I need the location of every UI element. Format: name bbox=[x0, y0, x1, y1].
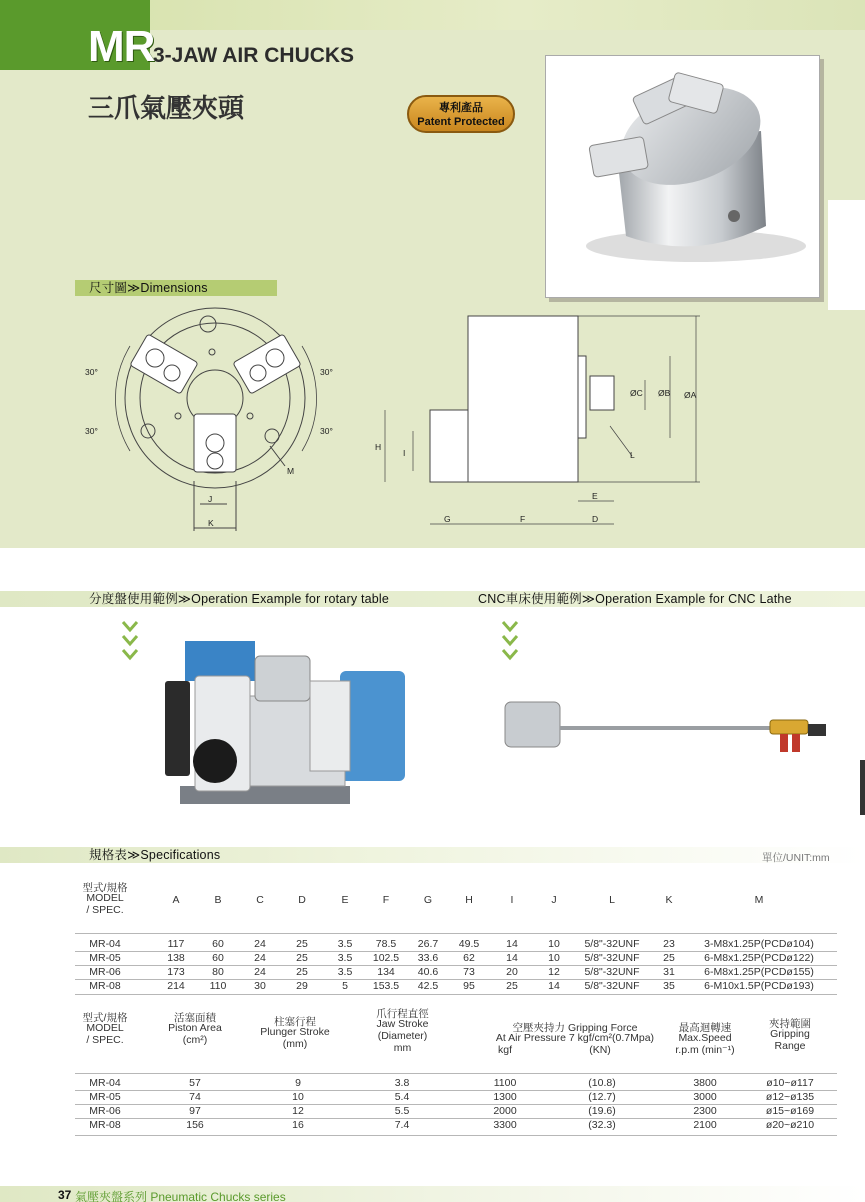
section-rotary: 分度盤使用範例≫Operation Example for rotary table bbox=[89, 592, 390, 606]
table-cell: 25 bbox=[296, 952, 308, 964]
table-cell: 10 bbox=[548, 938, 560, 950]
table-cell: 30 bbox=[254, 980, 266, 992]
section-specifications-label: 規格表≫Specifications bbox=[89, 848, 221, 862]
dim-label-g: G bbox=[444, 514, 451, 524]
column-header: E bbox=[341, 894, 349, 906]
stroke-header: 柱塞行程 bbox=[274, 1016, 316, 1028]
table-cell: 12 bbox=[292, 1105, 304, 1117]
table-cell: ø15~ø169 bbox=[765, 1105, 815, 1117]
table-cell: (10.8) bbox=[588, 1077, 616, 1089]
table-cell: 10 bbox=[548, 952, 560, 964]
table-cell: 12 bbox=[548, 966, 560, 978]
chuck-photo-image bbox=[546, 56, 819, 297]
column-header: C bbox=[256, 894, 264, 906]
model-header: 型式/規格 bbox=[82, 882, 128, 894]
table-cell: (12.7) bbox=[588, 1091, 616, 1103]
table-cell: 7.4 bbox=[394, 1119, 410, 1131]
header-panel bbox=[0, 0, 865, 548]
force-header: (KN) bbox=[589, 1044, 611, 1056]
dim-label-h: H bbox=[375, 442, 382, 452]
table-cell: 6-M10x1.5P(PCDø193) bbox=[704, 980, 814, 992]
table-cell: 9 bbox=[295, 1077, 301, 1089]
table-cell: 26.7 bbox=[417, 938, 439, 950]
column-header: F bbox=[382, 894, 390, 906]
page-number: 37 bbox=[58, 1188, 72, 1202]
table-cell: 23 bbox=[663, 938, 675, 950]
jaw-header: (Diameter) bbox=[377, 1030, 428, 1042]
table-rule bbox=[75, 994, 837, 995]
table-cell: 3-M8x1.25P(PCDø104) bbox=[704, 938, 814, 950]
table-cell: 6-M8x1.25P(PCDø122) bbox=[704, 952, 814, 964]
table-cell: 25 bbox=[296, 938, 308, 950]
table-cell: 2300 bbox=[693, 1105, 717, 1117]
dimension-table bbox=[75, 880, 837, 1000]
stroke-header: Plunger Stroke bbox=[260, 1026, 330, 1038]
range-header: 夾持範圍 bbox=[769, 1018, 811, 1030]
table-cell: MR-04 bbox=[89, 1077, 121, 1089]
table-cell: 1300 bbox=[493, 1091, 517, 1103]
table-cell: 14 bbox=[506, 938, 518, 950]
table-cell: MR-08 bbox=[89, 1119, 121, 1131]
dim-label-l: L bbox=[630, 450, 635, 460]
table-cell: MR-08 bbox=[89, 980, 121, 992]
dim-label-d: D bbox=[592, 514, 599, 524]
speed-header: 最高迴轉速 bbox=[678, 1022, 732, 1034]
table-cell: 6-M8x1.25P(PCDø155) bbox=[704, 966, 814, 978]
table-cell: 25 bbox=[663, 952, 675, 964]
table-cell: 57 bbox=[189, 1077, 201, 1089]
table-cell: 31 bbox=[663, 966, 675, 978]
table-cell: 42.5 bbox=[417, 980, 439, 992]
table-cell: 5/8"-32UNF bbox=[584, 938, 640, 950]
table-cell: MR-04 bbox=[89, 938, 121, 950]
column-header: L bbox=[609, 894, 615, 906]
table-cell: 153.5 bbox=[372, 980, 400, 992]
angle-label-bottom-right: 30° bbox=[320, 426, 333, 436]
dim-label-f: F bbox=[520, 514, 526, 524]
dim-label-k: K bbox=[208, 518, 214, 528]
dim-label-a: ØA bbox=[684, 390, 697, 400]
dim-label-m: M bbox=[287, 466, 295, 476]
table-cell: 24 bbox=[254, 938, 266, 950]
table-cell: 117 bbox=[167, 938, 185, 950]
table-cell: 1100 bbox=[493, 1077, 517, 1089]
table-cell: 25 bbox=[296, 966, 308, 978]
table-cell: 156 bbox=[186, 1119, 204, 1131]
table-cell: 173 bbox=[167, 966, 185, 978]
performance-table bbox=[75, 1010, 837, 1140]
piston-header: Piston Area bbox=[168, 1022, 222, 1034]
table-cell: 2100 bbox=[693, 1119, 717, 1131]
dim-label-b: ØB bbox=[658, 388, 671, 398]
section-operation-examples bbox=[0, 591, 865, 607]
range-header: Gripping bbox=[770, 1028, 810, 1040]
table-cell: 10 bbox=[292, 1091, 304, 1103]
table-cell: 3.5 bbox=[337, 966, 353, 978]
table-cell: 80 bbox=[212, 966, 224, 978]
table-cell: 40.6 bbox=[417, 966, 439, 978]
page-edge-marker bbox=[860, 760, 865, 815]
section-cnc: CNC車床使用範例≫Operation Example for CNC Lathe bbox=[478, 592, 792, 606]
column-header: H bbox=[465, 894, 473, 906]
jaw-header: 爪行程直徑 bbox=[376, 1008, 429, 1020]
footer-series: 氣壓夾盤系列 Pneumatic Chucks series bbox=[75, 1190, 286, 1202]
table-cell: 25 bbox=[506, 980, 518, 992]
table-cell: 3000 bbox=[693, 1091, 717, 1103]
table-cell: 2000 bbox=[493, 1105, 517, 1117]
model-header: / SPEC. bbox=[86, 1034, 124, 1046]
table-cell: 49.5 bbox=[458, 938, 480, 950]
table-cell: 20 bbox=[506, 966, 518, 978]
speed-header: r.p.m (min⁻¹) bbox=[675, 1044, 735, 1056]
table-cell: MR-06 bbox=[89, 966, 121, 978]
column-header: D bbox=[298, 894, 306, 906]
table-cell: 29 bbox=[296, 980, 308, 992]
jaw-header: mm bbox=[393, 1042, 412, 1054]
table-cell: 97 bbox=[189, 1105, 201, 1117]
table-cell: MR-05 bbox=[89, 952, 121, 964]
column-header: M bbox=[754, 894, 764, 906]
table-cell: (19.6) bbox=[588, 1105, 616, 1117]
force-header: 空壓夾持力 Gripping Force bbox=[512, 1022, 638, 1034]
table-cell: 5 bbox=[342, 980, 348, 992]
table-cell: 5.4 bbox=[394, 1091, 410, 1103]
brand-title: MR bbox=[88, 22, 155, 71]
badge-line-cn: 專利產品 bbox=[439, 102, 483, 114]
column-header: I bbox=[510, 894, 514, 906]
table-cell: 214 bbox=[167, 980, 185, 992]
cnc-lathe-photo bbox=[500, 690, 840, 760]
table-cell: 95 bbox=[463, 980, 475, 992]
dim-label-i: I bbox=[403, 448, 406, 458]
badge-line-en: Patent Protected bbox=[417, 116, 505, 128]
photo-edge bbox=[828, 200, 865, 310]
angle-label-bottom-left: 30° bbox=[85, 426, 98, 436]
table-rule bbox=[75, 1135, 837, 1136]
table-cell: 33.6 bbox=[417, 952, 439, 964]
table-cell: 138 bbox=[167, 952, 185, 964]
angle-label-top-left: 30° bbox=[85, 367, 98, 377]
chinese-title: 三爪氣壓夾頭 bbox=[88, 93, 245, 123]
table-cell: 5/8"-32UNF bbox=[584, 980, 640, 992]
angle-label-top-right: 30° bbox=[320, 367, 333, 377]
table-cell: 3.8 bbox=[394, 1077, 410, 1089]
table-cell: ø20~ø210 bbox=[765, 1119, 815, 1131]
table-cell: 110 bbox=[209, 980, 227, 992]
section-dimensions: 尺寸圖≫Dimensions bbox=[75, 280, 277, 296]
table-cell: 14 bbox=[548, 980, 560, 992]
table-cell: 3.5 bbox=[337, 952, 353, 964]
table-cell: 3800 bbox=[693, 1077, 717, 1089]
model-header: / SPEC. bbox=[86, 904, 124, 916]
section-specifications bbox=[0, 847, 865, 863]
force-header: kgf bbox=[497, 1044, 512, 1056]
rotary-table-photo bbox=[160, 636, 410, 808]
table-cell: 24 bbox=[254, 966, 266, 978]
table-cell: 78.5 bbox=[375, 938, 397, 950]
dim-label-e: E bbox=[592, 491, 598, 501]
table-cell: 35 bbox=[663, 980, 675, 992]
table-cell: MR-06 bbox=[89, 1105, 121, 1117]
range-header: Range bbox=[774, 1040, 806, 1052]
piston-header: 活塞面積 bbox=[174, 1012, 216, 1024]
column-header: B bbox=[214, 894, 222, 906]
patent-badge bbox=[407, 95, 515, 133]
table-cell: 24 bbox=[254, 952, 266, 964]
stroke-header: (mm) bbox=[282, 1038, 308, 1050]
model-header: MODEL bbox=[86, 892, 124, 904]
piston-header: (cm²) bbox=[182, 1034, 208, 1046]
table-cell: 134 bbox=[377, 966, 395, 978]
dim-label-j: J bbox=[208, 494, 213, 504]
table-cell: 5/8"-32UNF bbox=[584, 952, 640, 964]
table-cell: ø10~ø117 bbox=[766, 1077, 814, 1089]
table-rule bbox=[75, 933, 837, 934]
column-header: J bbox=[551, 894, 557, 906]
table-cell: 62 bbox=[463, 952, 475, 964]
product-subtitle: 3-JAW AIR CHUCKS bbox=[153, 44, 355, 67]
table-cell: 102.5 bbox=[372, 952, 400, 964]
table-cell: ø12~ø135 bbox=[765, 1091, 815, 1103]
table-cell: 3300 bbox=[493, 1119, 517, 1131]
chuck-photo bbox=[545, 55, 820, 298]
dimension-drawing bbox=[80, 306, 830, 542]
table-cell: 60 bbox=[212, 952, 224, 964]
force-header: At Air Pressure 7 kgf/cm²(0.7Mpa) bbox=[495, 1032, 655, 1044]
jaw-header: Jaw Stroke bbox=[376, 1018, 429, 1030]
table-cell: 5/8"-32UNF bbox=[584, 966, 640, 978]
table-cell: (32.3) bbox=[588, 1119, 616, 1131]
model-header: MODEL bbox=[86, 1022, 124, 1034]
dim-label-c: ØC bbox=[630, 388, 643, 398]
table-cell: 3.5 bbox=[337, 938, 353, 950]
unit-label: 單位/UNIT:mm bbox=[762, 852, 830, 864]
table-cell: MR-05 bbox=[89, 1091, 121, 1103]
table-cell: 60 bbox=[212, 938, 224, 950]
column-header: K bbox=[665, 894, 673, 906]
table-cell: 14 bbox=[506, 952, 518, 964]
model-header: 型式/規格 bbox=[82, 1012, 128, 1024]
table-rule bbox=[75, 1073, 837, 1074]
table-cell: 16 bbox=[292, 1119, 304, 1131]
table-cell: 5.5 bbox=[394, 1105, 410, 1117]
arrow-cnc-icon bbox=[500, 620, 520, 668]
arrow-rotary-icon bbox=[120, 620, 140, 668]
table-cell: 74 bbox=[189, 1091, 201, 1103]
table-cell: 73 bbox=[463, 966, 475, 978]
column-header: A bbox=[172, 894, 180, 906]
speed-header: Max.Speed bbox=[678, 1032, 732, 1044]
column-header: G bbox=[423, 894, 433, 906]
